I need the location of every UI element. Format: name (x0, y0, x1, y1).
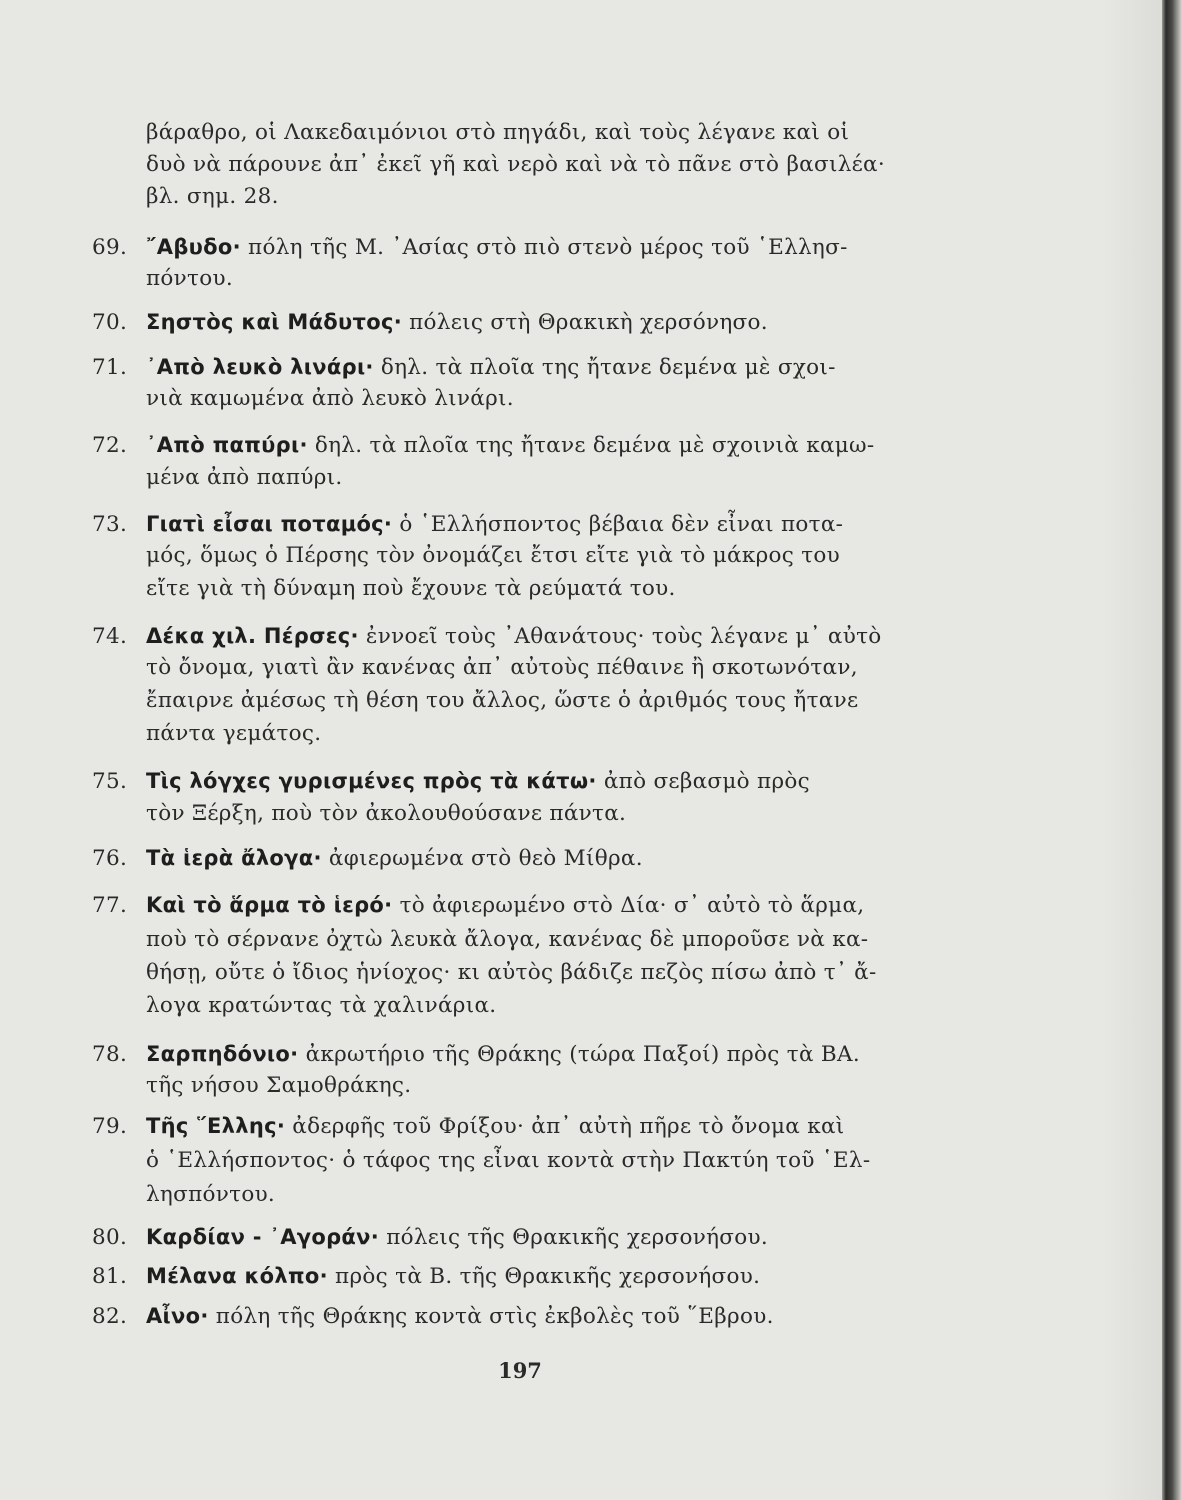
note-text: ἀφιερωμένα στὸ θεὸ Μίθρα. (328, 846, 643, 871)
note-term: Τῆς ῞Ελλης· (146, 1114, 286, 1138)
note-text: τὸ ἀφιερωμένο στὸ Δία· σ᾽ αὐτὸ τὸ ἅρμα, (399, 893, 865, 918)
note-text: πόλεις τῆς Θρακικῆς χερσονήσου. (386, 1225, 769, 1250)
note-number: 81. (92, 1264, 128, 1289)
note-number: 78. (92, 1042, 128, 1067)
note-72 (92, 430, 952, 461)
note-term: ᾽Απὸ λευκὸ λινάρι· (146, 355, 374, 379)
note-term: Τὰ ἱερὰ ἄλογα· (146, 846, 322, 870)
note-71 (92, 352, 952, 383)
note-number: 75. (92, 769, 128, 794)
note-78 (92, 1039, 952, 1070)
note-text: πόλη τῆς Θράκης κοντὰ στὶς ἐκβολὲς τοῦ ῞Εβρου. (215, 1304, 774, 1329)
note-text-line: τὸ ὄνομα, γιατὶ ἂν κανένας ἀπ᾽ αὐτοὺς πέθαινε ἢ σκοτωνόταν, (146, 655, 858, 680)
note-term: ῎Αβυδο· (146, 235, 241, 259)
note-text-line: μός, ὅμως ὁ Πέρσης τὸν ὀνομάζει ἔτσι εἴτε γιὰ τὸ μάκρος του (146, 543, 841, 568)
note-number: 76. (92, 846, 128, 871)
note-text-line: λησπόντου. (146, 1182, 276, 1207)
note-term: Σαρπηδόνιο· (146, 1042, 299, 1066)
note-69 (92, 232, 952, 263)
note-text: ὁ ῾Ελλήσποντος βέβαια δὲν εἶναι ποτα- (399, 512, 844, 537)
note-76 (92, 843, 952, 874)
note-70 (92, 307, 952, 338)
note-number: 70. (92, 310, 128, 335)
note-number: 80. (92, 1225, 128, 1250)
page-number: 197 (498, 1358, 542, 1383)
note-text: ἐννοεῖ τοὺς ᾽Αθανάτους· τοὺς λέγανε μ᾽ αὐτὸ (365, 624, 882, 649)
note-77 (92, 890, 952, 921)
note-text-line: ἔπαιρνε ἀμέσως τὴ θέση του ἄλλος, ὥστε ὁ ἀριθμός τους ἤτανε (146, 688, 859, 713)
note-number: 73. (92, 512, 128, 537)
note-82 (92, 1301, 952, 1332)
note-81 (92, 1261, 952, 1292)
continuation-line: βάραθρο, οἱ Λακεδαιμόνιοι στὸ πηγάδι, καὶ τοὺς λέγανε καὶ οἱ (146, 120, 850, 145)
note-80 (92, 1222, 952, 1253)
note-text-line: ποὺ τὸ σέρνανε ὀχτὼ λευκὰ ἄλογα, κανένας δὲ μποροῦσε νὰ κα- (146, 927, 869, 952)
note-text: πόλη τῆς Μ. ᾽Ασίας στὸ πιὸ στενὸ μέρος τοῦ ῾Ελλησ- (248, 235, 848, 260)
continuation-line: δυὸ νὰ πάρουνε ἀπ᾽ ἐκεῖ γῆ καὶ νερὸ καὶ νὰ τὸ πᾶνε στὸ βασιλέα· (146, 152, 886, 177)
note-text-line: πάντα γεμάτος. (146, 721, 322, 746)
note-text-line: λογα κρατώντας τὰ χαλινάρια. (146, 993, 497, 1018)
note-text-line: νιὰ καμωμένα ἀπὸ λευκὸ λινάρι. (146, 386, 514, 411)
note-term: Μέλανα κόλπο· (146, 1264, 328, 1288)
note-75 (92, 766, 952, 797)
note-text-line: τὸν Ξέρξη, ποὺ τὸν ἀκολουθούσανε πάντα. (146, 801, 627, 826)
note-number: 74. (92, 624, 128, 649)
note-term: Αἶνο· (146, 1304, 209, 1328)
note-number: 71. (92, 355, 128, 380)
note-text: ἀκρωτήριο τῆς Θράκης (τώρα Παξοί) πρὸς τὰ ΒΑ. (305, 1042, 860, 1067)
note-term: Τὶς λόγχες γυρισμένες πρὸς τὰ κάτω· (146, 769, 597, 793)
note-text: πρὸς τὰ Β. τῆς Θρακικῆς χερσονήσου. (335, 1264, 761, 1289)
note-text: πόλεις στὴ Θρακικὴ χερσόνησο. (409, 310, 768, 335)
note-number: 79. (92, 1114, 128, 1139)
note-text-line: εἴτε γιὰ τὴ δύναμη ποὺ ἔχουνε τὰ ρεύματά του. (146, 576, 676, 601)
note-text-line: θήσῃ, οὔτε ὁ ἴδιος ἡνίοχος· κι αὐτὸς βάδιζε πεζὸς πίσω ἀπὸ τ᾽ ἄ- (146, 960, 877, 985)
note-text: ἀδερφῆς τοῦ Φρίξου· ἀπ᾽ αὐτὴ πῆρε τὸ ὄνομα καὶ (292, 1114, 845, 1139)
note-73 (92, 509, 952, 540)
note-number: 72. (92, 433, 128, 458)
note-term: Δέκα χιλ. Πέρσες· (146, 624, 359, 648)
note-text: δηλ. τὰ πλοῖα της ἤτανε δεμένα μὲ σχοι- (380, 355, 836, 380)
note-term: Γιατὶ εἶσαι ποταμός· (146, 512, 393, 536)
note-number: 69. (92, 235, 128, 260)
note-text-line: μένα ἀπὸ παπύρι. (146, 465, 343, 490)
note-text-line: ὁ ῾Ελλήσποντος· ὁ τάφος της εἶναι κοντὰ στὴν Πακτύη τοῦ ῾Ελ- (146, 1148, 871, 1173)
note-74 (92, 621, 952, 652)
note-text-line: τῆς νήσου Σαμοθράκης. (146, 1073, 412, 1098)
note-number: 77. (92, 893, 128, 918)
note-text-line: πόντου. (146, 266, 233, 291)
note-term: ᾽Απὸ παπύρι· (146, 433, 308, 457)
note-text: ἀπὸ σεβασμὸ πρὸς (603, 769, 811, 794)
continuation-line: βλ. σημ. 28. (146, 184, 279, 209)
note-79 (92, 1111, 952, 1142)
note-term: Σηστὸς καὶ Μάδυτος· (146, 310, 402, 334)
note-text: δηλ. τὰ πλοῖα της ἤτανε δεμένα μὲ σχοινιὰ καμω- (314, 433, 875, 458)
note-term: Καὶ τὸ ἅρμα τὸ ἱερό· (146, 893, 393, 917)
note-term: Καρδίαν - ᾽Αγοράν· (146, 1225, 380, 1249)
note-number: 82. (92, 1304, 128, 1329)
